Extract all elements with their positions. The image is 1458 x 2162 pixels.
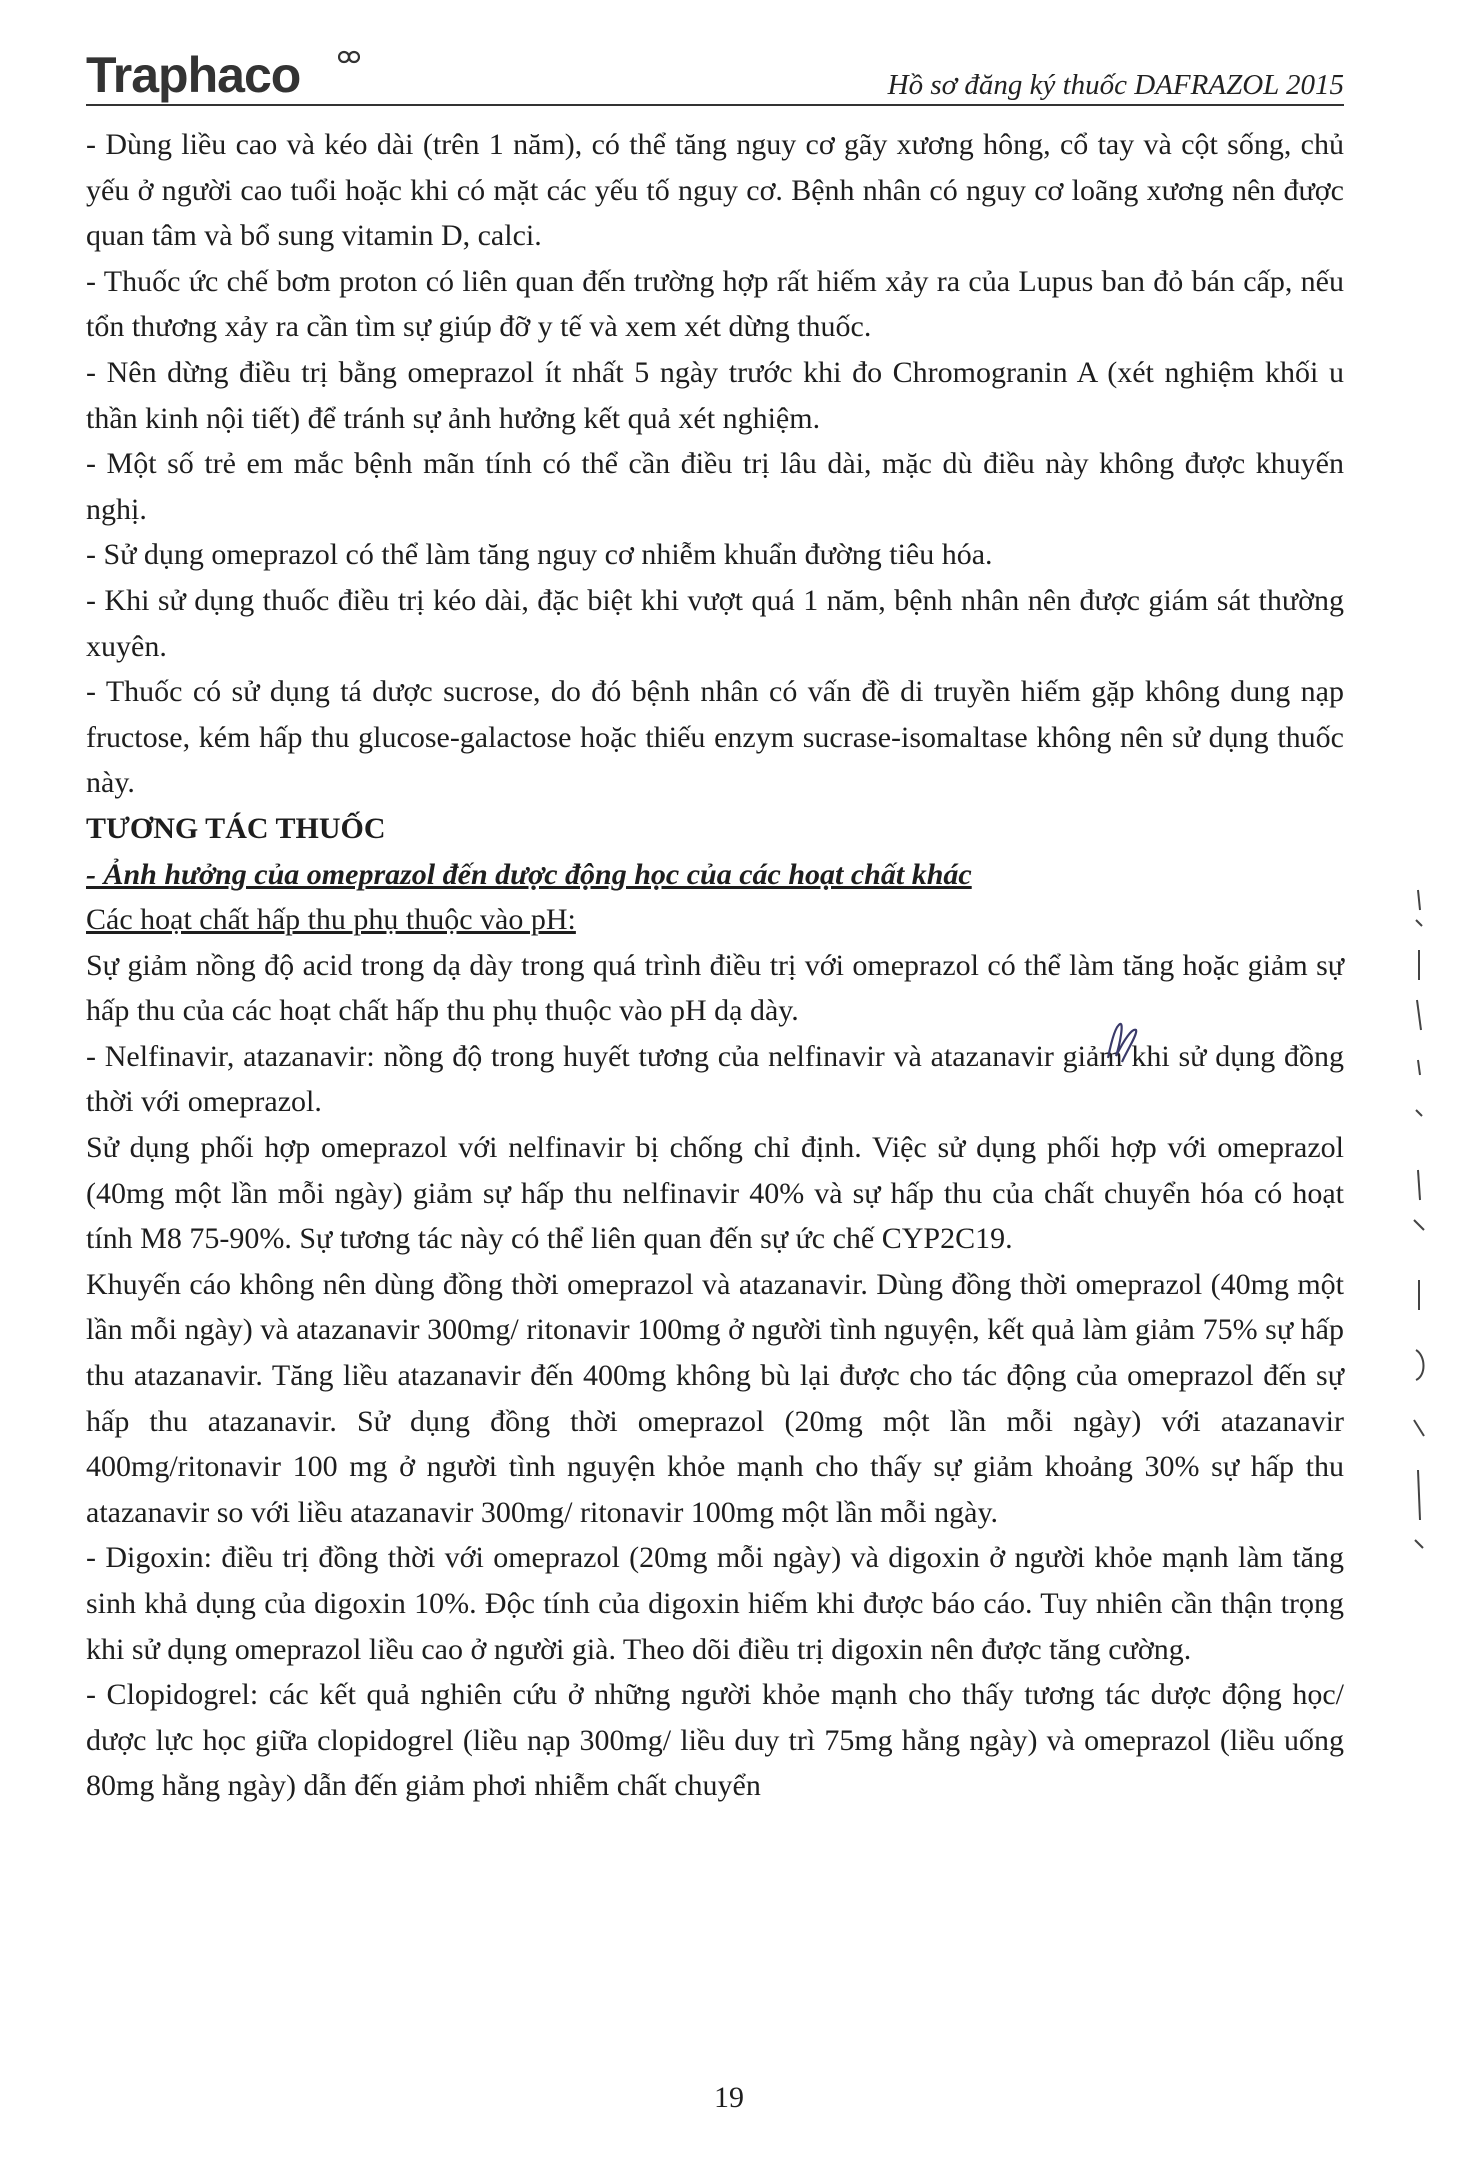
paragraph: - Clopidogrel: các kết quả nghiên cứu ở những người khỏe mạnh cho thấy tương tác dược động học/ dược lực học giữa clopidogrel (liều nạp 300mg/ liều duy trì 75mg hằng ngày) và omeprazol (liều uống 80mg hằng ngày) dẫn đến giảm phơi nhiễm chất chuyển xyxy=(86,1678,1344,1803)
page-number: 19 xyxy=(714,2081,744,2114)
page-header xyxy=(86,42,1344,108)
paragraph: Khuyến cáo không nên dùng đồng thời omeprazol và atazanavir. Dùng đồng thời omeprazol (40mg một lần mỗi ngày) và atazanavir 300mg/ ritonavir 100mg ở người tình nguyện, kết quả làm giảm 75% sự hấp thu atazanavir. Tăng liều atazanavir đến 400mg không bù lại được cho tác động của omeprazol đến sự hấp thu atazanavir. Sử dụng đồng thời omeprazol (20mg một lần mỗi ngày) với atazanavir 400mg/ritonavir 100 mg ở người tình nguyện khỏe mạnh cho thấy sự giảm khoảng 30% sự hấp thu atazanavir so với liều atazanavir 300mg/ ritonavir 100mg một lần mỗi ngày. xyxy=(86,1267,1344,1529)
company-logo: Traphaco xyxy=(86,47,301,103)
subsection-subheading: Các hoạt chất hấp thu phụ thuộc vào pH: xyxy=(86,903,576,937)
logo-emblem-icon xyxy=(338,50,360,64)
handwritten-initial-icon xyxy=(1102,1018,1142,1068)
paragraph: - Một số trẻ em mắc bệnh mãn tính có thể cần điều trị lâu dài, mặc dù điều này không được khuyến nghị. xyxy=(86,447,1344,526)
paragraph: - Dùng liều cao và kéo dài (trên 1 năm), có thể tăng nguy cơ gãy xương hông, cổ tay và cột sống, chủ yếu ở người cao tuổi hoặc khi có mặt các yếu tố nguy cơ. Bệnh nhân có nguy cơ loãng xương nên được quan tâm và bổ sung vitamin D, calci. xyxy=(86,128,1344,253)
section-heading: TƯƠNG TÁC THUỐC xyxy=(86,811,386,845)
paragraph: Sử dụng phối hợp omeprazol với nelfinavir bị chống chỉ định. Việc sử dụng phối hợp với omeprazol (40mg một lần mỗi ngày) giảm sự hấp thu nelfinavir 40% và sự hấp thu của chất chuyển hóa có hoạt tính M8 75-90%. Sự tương tác này có thể liên quan đến sự ức chế CYP2C19. xyxy=(86,1131,1344,1256)
dossier-title: Hồ sơ đăng ký thuốc DAFRAZOL 2015 xyxy=(887,69,1344,101)
paragraph: - Khi sử dụng thuốc điều trị kéo dài, đặc biệt khi vượt quá 1 năm, bệnh nhân nên được giám sát thường xuyên. xyxy=(86,583,1344,663)
paragraph: - Thuốc có sử dụng tá dược sucrose, do đó bệnh nhân có vấn đề di truyền hiếm gặp không dung nạp fructose, kém hấp thu glucose-galactose hoặc thiếu enzym sucrase-isomaltase không nên sử dụng thuốc này. xyxy=(86,675,1344,800)
paragraph: - Nên dừng điều trị bằng omeprazol ít nhất 5 ngày trước khi đo Chromogranin A (xét nghiệm khối u thần kinh nội tiết) để tránh sự ảnh hưởng kết quả xét nghiệm. xyxy=(86,355,1344,435)
margin-stamp-marks-icon xyxy=(1398,880,1438,1580)
subsection-heading: - Ảnh hưởng của omeprazol đến dược động học của các hoạt chất khác xyxy=(86,857,972,891)
paragraph: - Sử dụng omeprazol có thể làm tăng nguy cơ nhiễm khuẩn đường tiêu hóa. xyxy=(86,538,993,572)
paragraph: - Nelfinavir, atazanavir: nồng độ trong huyết tương của nelfinavir và atazanavir giảm khi sử dụng đồng thời với omeprazol. xyxy=(86,1039,1344,1119)
paragraph: Sự giảm nồng độ acid trong dạ dày trong quá trình điều trị với omeprazol có thể làm tăng hoặc giảm sự hấp thu của các hoạt chất hấp thu phụ thuộc vào pH dạ dày. xyxy=(86,948,1344,1028)
paragraph: - Digoxin: điều trị đồng thời với omeprazol (20mg mỗi ngày) và digoxin ở người khỏe mạnh làm tăng sinh khả dụng của digoxin 10%. Độc tính của digoxin hiếm khi được báo cáo. Tuy nhiên cần thận trọng khi sử dụng omeprazol liều cao ở người già. Theo dõi điều trị digoxin nên được tăng cường. xyxy=(86,1541,1344,1666)
paragraph: - Thuốc ức chế bơm proton có liên quan đến trường hợp rất hiếm xảy ra của Lupus ban đỏ bán cấp, nếu tổn thương xảy ra cần tìm sự giúp đỡ y tế và xem xét dừng thuốc. xyxy=(86,264,1344,344)
document-body xyxy=(86,122,1344,1809)
header-divider xyxy=(86,104,1344,106)
